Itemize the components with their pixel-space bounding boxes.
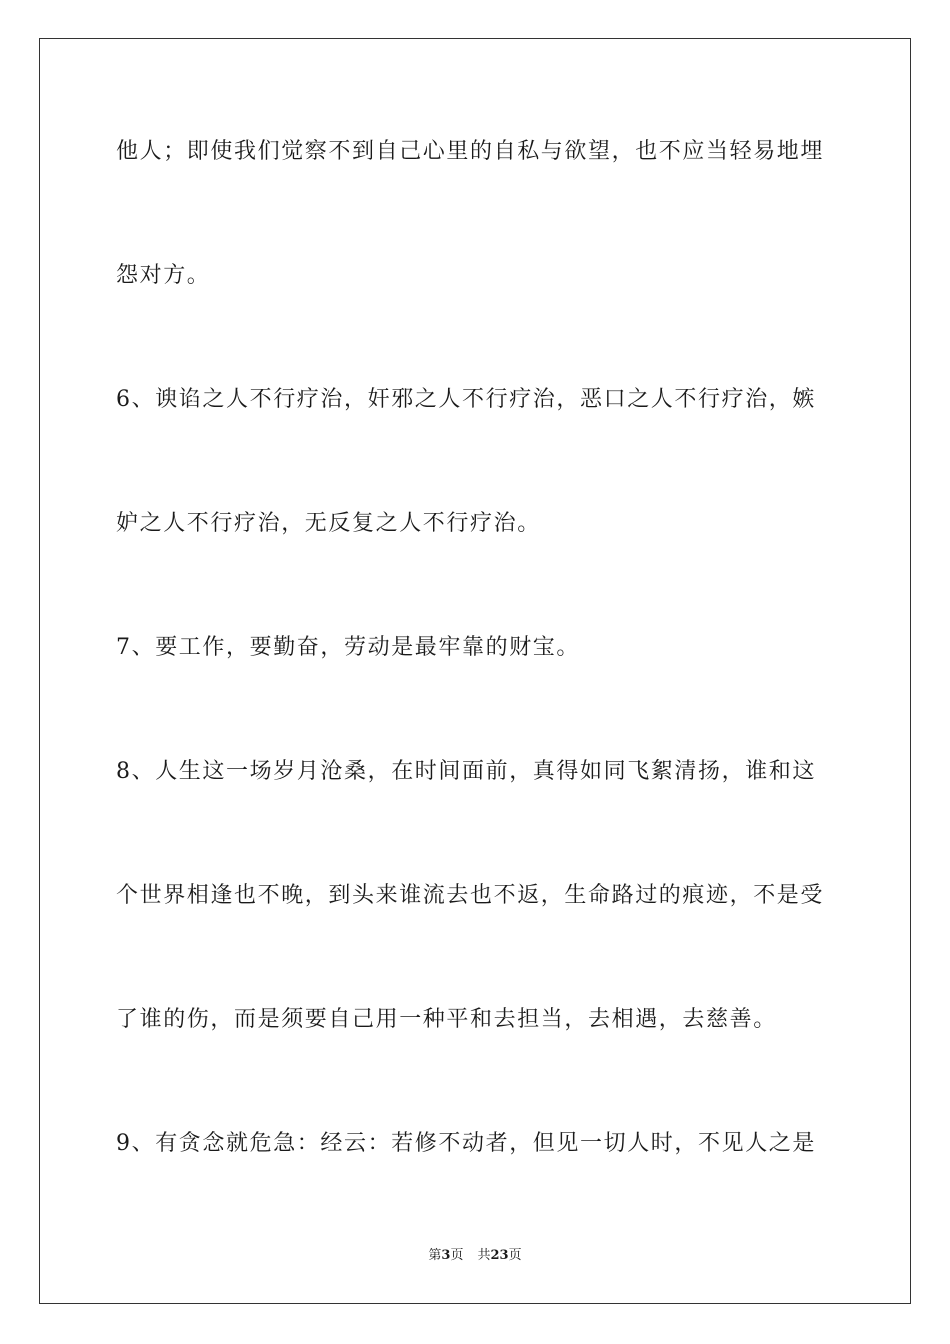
- text-line-8: 了谁的伤，而是须要自己用一种平和去担当，去相遇，去慈善。: [116, 1007, 777, 1032]
- text-line-6: 8、人生这一场岁月沧桑，在时间面前，真得如同飞絮清扬，谁和这: [116, 759, 816, 784]
- page-footer: [0, 1247, 950, 1265]
- text-line-5: 7、要工作，要勤奋，劳动是最牢靠的财宝。: [116, 635, 580, 660]
- footer-page-number: 3: [441, 1248, 451, 1263]
- footer-page-suffix: 页: [450, 1248, 464, 1263]
- text-line-4: 妒之人不行疗治，无反复之人不行疗治。: [116, 511, 541, 536]
- text-line-7: 个世界相逢也不晚，到头来谁流去也不返，生命路过的痕迹，不是受: [116, 883, 825, 908]
- text-line-3: 6、谀谄之人不行疗治，奸邪之人不行疗治，恶口之人不行疗治，嫉: [116, 387, 816, 412]
- text-line-1: 他人；即使我们觉察不到自己心里的自私与欲望，也不应当轻易地埋: [116, 139, 825, 164]
- footer-page-prefix: 第: [428, 1248, 442, 1263]
- page-border: [39, 38, 911, 1304]
- footer-total-number: 23: [490, 1248, 509, 1263]
- footer-total-suffix: 页: [508, 1248, 522, 1263]
- footer-total-prefix: 共: [477, 1248, 491, 1263]
- text-line-2: 怨对方。: [116, 263, 211, 288]
- text-line-9: 9、有贪念就危急：经云：若修不动者，但见一切人时，不见人之是: [116, 1131, 816, 1156]
